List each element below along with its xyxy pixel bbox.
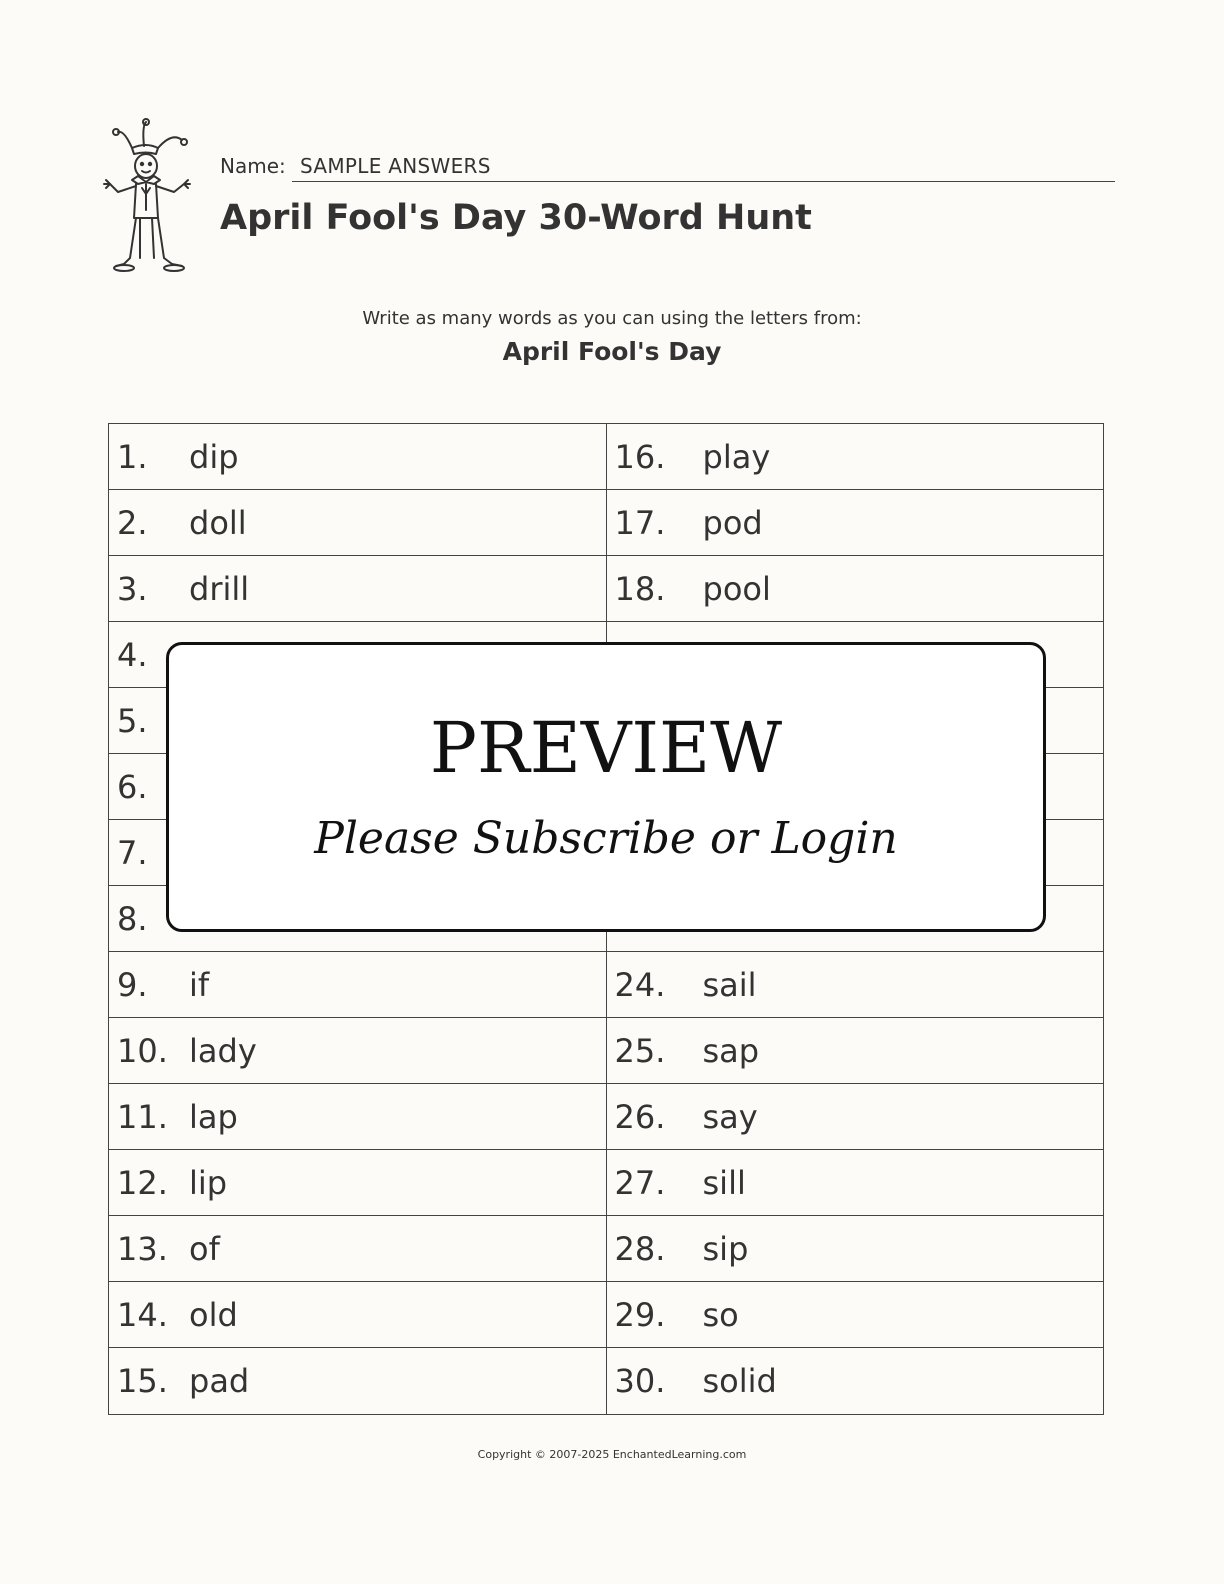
entry-number: 2.	[117, 503, 148, 542]
word-entry	[607, 1282, 1104, 1348]
source-phrase: April Fool's Day	[502, 337, 722, 366]
worksheet-title: April Fool's Day 30-Word Hunt	[220, 198, 812, 238]
word-entry	[607, 490, 1104, 556]
entry-word: pool	[702, 569, 771, 608]
name-label: Name:	[220, 154, 286, 178]
entry-number: 7.	[117, 833, 148, 872]
word-entry	[607, 1348, 1104, 1414]
jester-illustration	[102, 118, 206, 278]
entry-number: 30.	[614, 1362, 666, 1400]
entry-number: 18.	[614, 569, 666, 608]
entry-word: dip	[189, 437, 239, 476]
entry-word: of	[189, 1229, 220, 1268]
entry-number: 12.	[117, 1163, 168, 1202]
instructions: Write as many words as you can using the letters from:	[362, 308, 862, 329]
entry-word: sip	[702, 1229, 749, 1268]
word-entry	[607, 1018, 1104, 1084]
entry-number: 3.	[117, 569, 148, 608]
entry-word: pod	[702, 503, 763, 542]
word-entry	[607, 1150, 1104, 1216]
entry-number: 11.	[117, 1097, 168, 1136]
entry-number: 1.	[117, 437, 148, 476]
word-entry	[109, 1282, 606, 1348]
entry-number: 16.	[614, 437, 666, 476]
word-entry	[109, 424, 606, 490]
entry-number: 6.	[117, 767, 148, 806]
entry-word: sap	[702, 1031, 760, 1070]
name-field[interactable]	[292, 150, 1115, 182]
entry-number: 15.	[117, 1362, 168, 1400]
entry-number: 24.	[614, 965, 666, 1004]
entry-number: 14.	[117, 1295, 168, 1334]
entry-word: lady	[189, 1031, 257, 1070]
entry-word: old	[189, 1295, 238, 1334]
word-entry	[109, 1084, 606, 1150]
entry-word: if	[189, 965, 210, 1004]
entry-number: 29.	[614, 1295, 666, 1334]
word-entry	[607, 1216, 1104, 1282]
preview-title: PREVIEW	[429, 707, 783, 789]
entry-word: say	[702, 1097, 758, 1136]
entry-word: play	[702, 437, 771, 476]
entry-word: drill	[189, 569, 250, 608]
word-entry	[109, 1150, 606, 1216]
entry-word: sill	[702, 1163, 746, 1202]
entry-number: 27.	[614, 1163, 666, 1202]
entry-word: so	[702, 1295, 739, 1334]
copyright-notice: Copyright © 2007-2025 EnchantedLearning.com	[477, 1448, 747, 1461]
name-row	[220, 150, 1115, 182]
entry-word: doll	[189, 503, 247, 542]
entry-word: solid	[702, 1362, 777, 1400]
entry-number: 9.	[117, 965, 148, 1004]
entry-number: 8.	[117, 899, 148, 938]
entry-number: 28.	[614, 1229, 666, 1268]
entry-number: 17.	[614, 503, 666, 542]
entry-word: lap	[189, 1097, 238, 1136]
word-entry	[109, 1348, 606, 1414]
entry-number: 13.	[117, 1229, 168, 1268]
word-entry	[109, 556, 606, 622]
subscribe-login-message[interactable]: Please Subscribe or Login	[314, 813, 898, 864]
entry-number: 25.	[614, 1031, 666, 1070]
entry-number: 5.	[117, 701, 148, 740]
word-entry	[109, 1018, 606, 1084]
word-entry	[607, 952, 1104, 1018]
entry-word: pad	[189, 1362, 250, 1400]
word-entry	[607, 556, 1104, 622]
entry-word: lip	[189, 1163, 228, 1202]
entry-number: 10.	[117, 1031, 168, 1070]
word-entry	[607, 424, 1104, 490]
word-entry	[109, 1216, 606, 1282]
name-value: SAMPLE ANSWERS	[300, 154, 491, 178]
word-entry	[607, 1084, 1104, 1150]
word-entry	[109, 952, 606, 1018]
preview-overlay	[166, 642, 1046, 932]
entry-word: sail	[702, 965, 757, 1004]
entry-number: 4.	[117, 635, 148, 674]
entry-number: 26.	[614, 1097, 666, 1136]
word-entry	[109, 490, 606, 556]
